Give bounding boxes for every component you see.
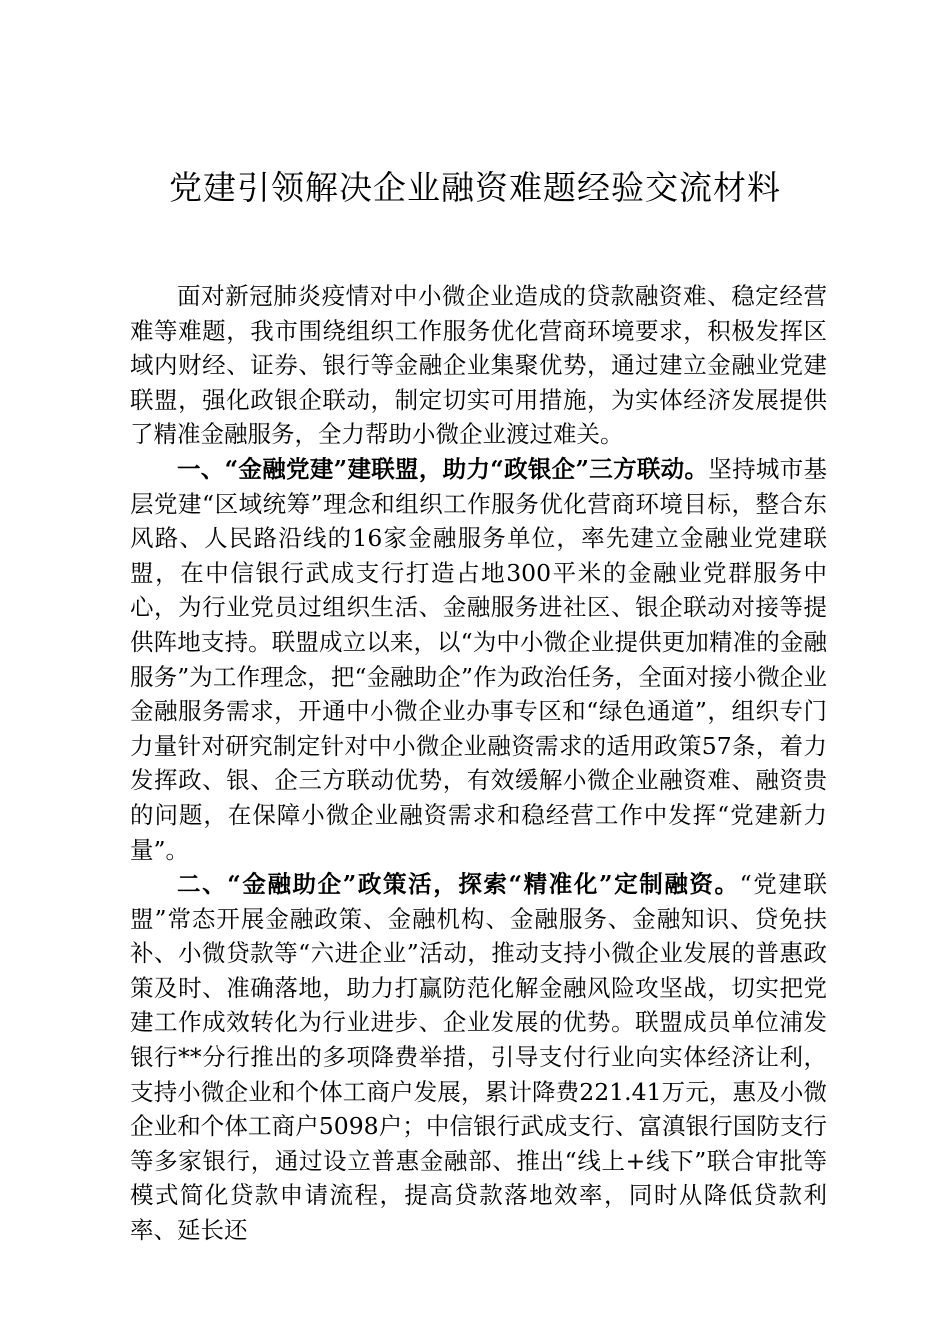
document-title: 党建引领解决企业融资难题经验交流材料 bbox=[169, 168, 781, 207]
section-two-paragraph bbox=[130, 867, 827, 1248]
section-two-text: “党建联盟”常态开展金融政策、金融机构、金融服务、金融知识、贷免扶补、小微贷款等“六进企业”活动，推动支持小微企业发展的普惠政策及时、准确落地，助力打赢防范化解金融风险攻坚战，切实把党建工作成效转化为行业进步、企业发展的优势。联盟成员单位浦发银行**分行推出的多项降费举措，引导支付行业向实体经济让利，支持小微企业和个体工商户发展，累计降费221.41万元，惠及小微企业和个体工商户5098户；中信银行武成支行、富滇银行国防支行等多家银行，通过设立普惠金融部、推出“线上+线下”联合审批等模式简化贷款申请流程，提高贷款落地效率，同时从降低贷款利率、延长还 bbox=[130, 870, 827, 1245]
section-one-paragraph bbox=[130, 452, 827, 867]
intro-paragraph-text: 面对新冠肺炎疫情对中小微企业造成的贷款融资难、稳定经营难等难题，我市围绕组织工作服务优化营商环境要求，积极发挥区域内财经、证券、银行等金融企业集聚优势，通过建立金融业党建联盟，强化政银企联动，制定切实可用措施，为实体经济发展提供了精准金融服务，全力帮助小微企业渡过难关。 bbox=[130, 282, 827, 449]
section-two-heading: 二、“金融助企”政策活，探索“精准化”定制融资。 bbox=[177, 870, 740, 899]
section-one-heading: 一、“金融党建”建联盟，助力“政银企”三方联动。 bbox=[177, 454, 709, 483]
document-body bbox=[130, 279, 827, 1248]
section-one-text: 坚持城市基层党建“区域统筹”理念和组织工作服务优化营商环境目标，整合东风路、人民路沿线的16家金融服务单位，率先建立金融业党建联盟，在中信银行武成支行打造占地300平米的金融业党群服务中心，为行业党员过组织生活、金融服务进社区、银企联动对接等提供阵地支持。联盟成立以来，以“为中小微企业提供更加精准的金融服务”为工作理念，把“金融助企”作为政治任务，全面对接小微企业金融服务需求，开通中小微企业办事专区和“绿色通道”，组织专门力量针对研究制定针对中小微企业融资需求的适用政策57条，着力发挥政、银、企三方联动优势，有效缓解小微企业融资难、融资贵的问题，在保障小微企业融资需求和稳经营工作中发挥“党建新力量”。 bbox=[130, 454, 827, 864]
intro-paragraph bbox=[130, 279, 827, 452]
